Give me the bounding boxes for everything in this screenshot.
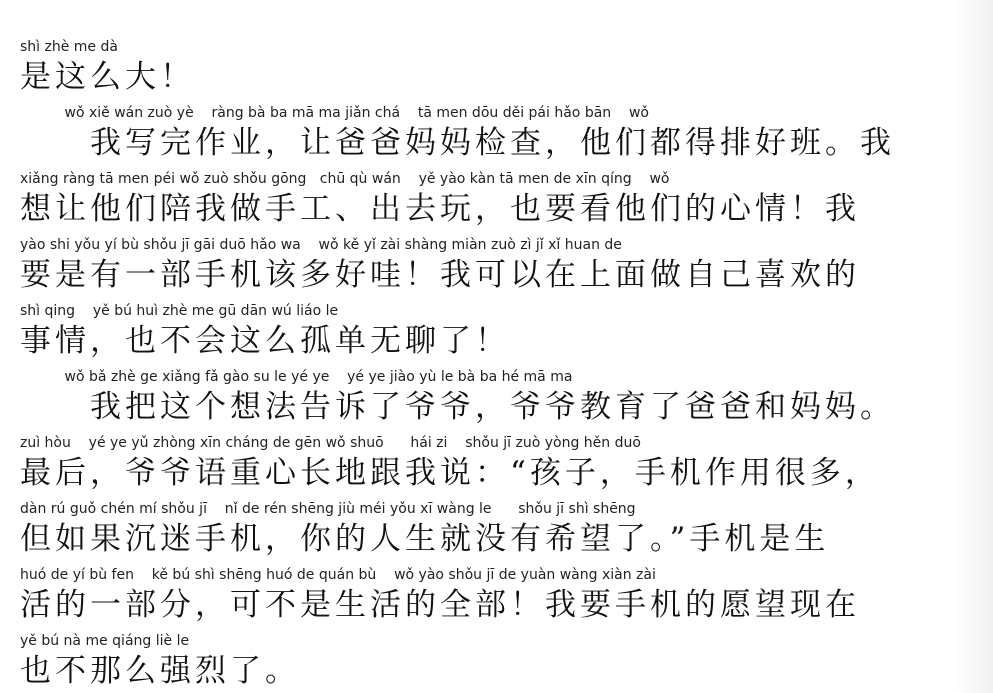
text-line — [20, 632, 300, 690]
hanzi-row: 事情，也不会这么孤单无聊了！ — [20, 323, 510, 359]
pinyin-row: xiǎng ràng tā men péi wǒ zuò shǒu gōng chū qù wán yě yào kàn tā men de xīn qíng wǒ — [20, 171, 670, 187]
pinyin-row: wǒ xiě wán zuò yè ràng bà ba mā ma jiǎn chá tā men dōu děi pái hǎo bān wǒ — [20, 105, 649, 121]
pinyin-row: dàn rú guǒ chén mí shǒu jī nǐ de rén shēng jiù méi yǒu xī wàng le shǒu jī shì shēng — [20, 501, 636, 517]
hanzi-row: 但如果沉迷手机，你的人生就没有希望了。”手机是生 — [20, 521, 830, 557]
pinyin-row: shì zhè me dà — [20, 39, 118, 55]
pinyin-row: yào shi yǒu yí bù shǒu jī gāi duō hǎo wa wǒ kě yǐ zài shàng miàn zuò zì jǐ xǐ huan de — [20, 237, 622, 253]
pinyin-row: huó de yí bù fen kě bú shì shēng huó de quán bù wǒ yào shǒu jī de yuàn wàng xiàn zài — [20, 567, 656, 583]
pinyin-row: wǒ bǎ zhè ge xiǎng fǎ gào su le yé ye yé ye jiào yù le bà ba hé mā ma — [20, 369, 573, 385]
text-line — [20, 170, 860, 228]
hanzi-row: 要是有一部手机该多好哇！我可以在上面做自己喜欢的 — [20, 257, 860, 293]
text-line — [20, 566, 860, 624]
text-line — [20, 236, 860, 294]
pinyin-row: shì qing yě bú huì zhè me gū dān wú liáo le — [20, 303, 339, 319]
pinyin-row: zuì hòu yé ye yǔ zhòng xīn cháng de gēn wǒ shuō hái zi shǒu jī zuò yòng hěn duō — [20, 435, 641, 451]
text-line — [20, 500, 829, 558]
text-line — [20, 368, 895, 426]
text-line — [20, 104, 895, 162]
hanzi-row: 最后，爷爷语重心长地跟我说：“孩子，手机作用很多， — [20, 455, 880, 491]
text-line — [20, 434, 880, 492]
pinyin-row: yě bú nà me qiáng liè le — [20, 633, 190, 649]
hanzi-row: 也不那么强烈了。 — [20, 653, 300, 689]
hanzi-row: 我写完作业，让爸爸妈妈检查，他们都得排好班。我 — [20, 125, 895, 161]
text-line — [20, 38, 195, 96]
hanzi-row: 活的一部分，可不是生活的全部！我要手机的愿望现在 — [20, 587, 860, 623]
text-line — [20, 302, 510, 360]
hanzi-row: 是这么大！ — [20, 59, 195, 95]
hanzi-row: 我把这个想法告诉了爷爷，爷爷教育了爸爸和妈妈。 — [20, 389, 895, 425]
page-edge-shadow — [953, 0, 993, 693]
hanzi-row: 想让他们陪我做手工、出去玩，也要看他们的心情！我 — [20, 191, 860, 227]
